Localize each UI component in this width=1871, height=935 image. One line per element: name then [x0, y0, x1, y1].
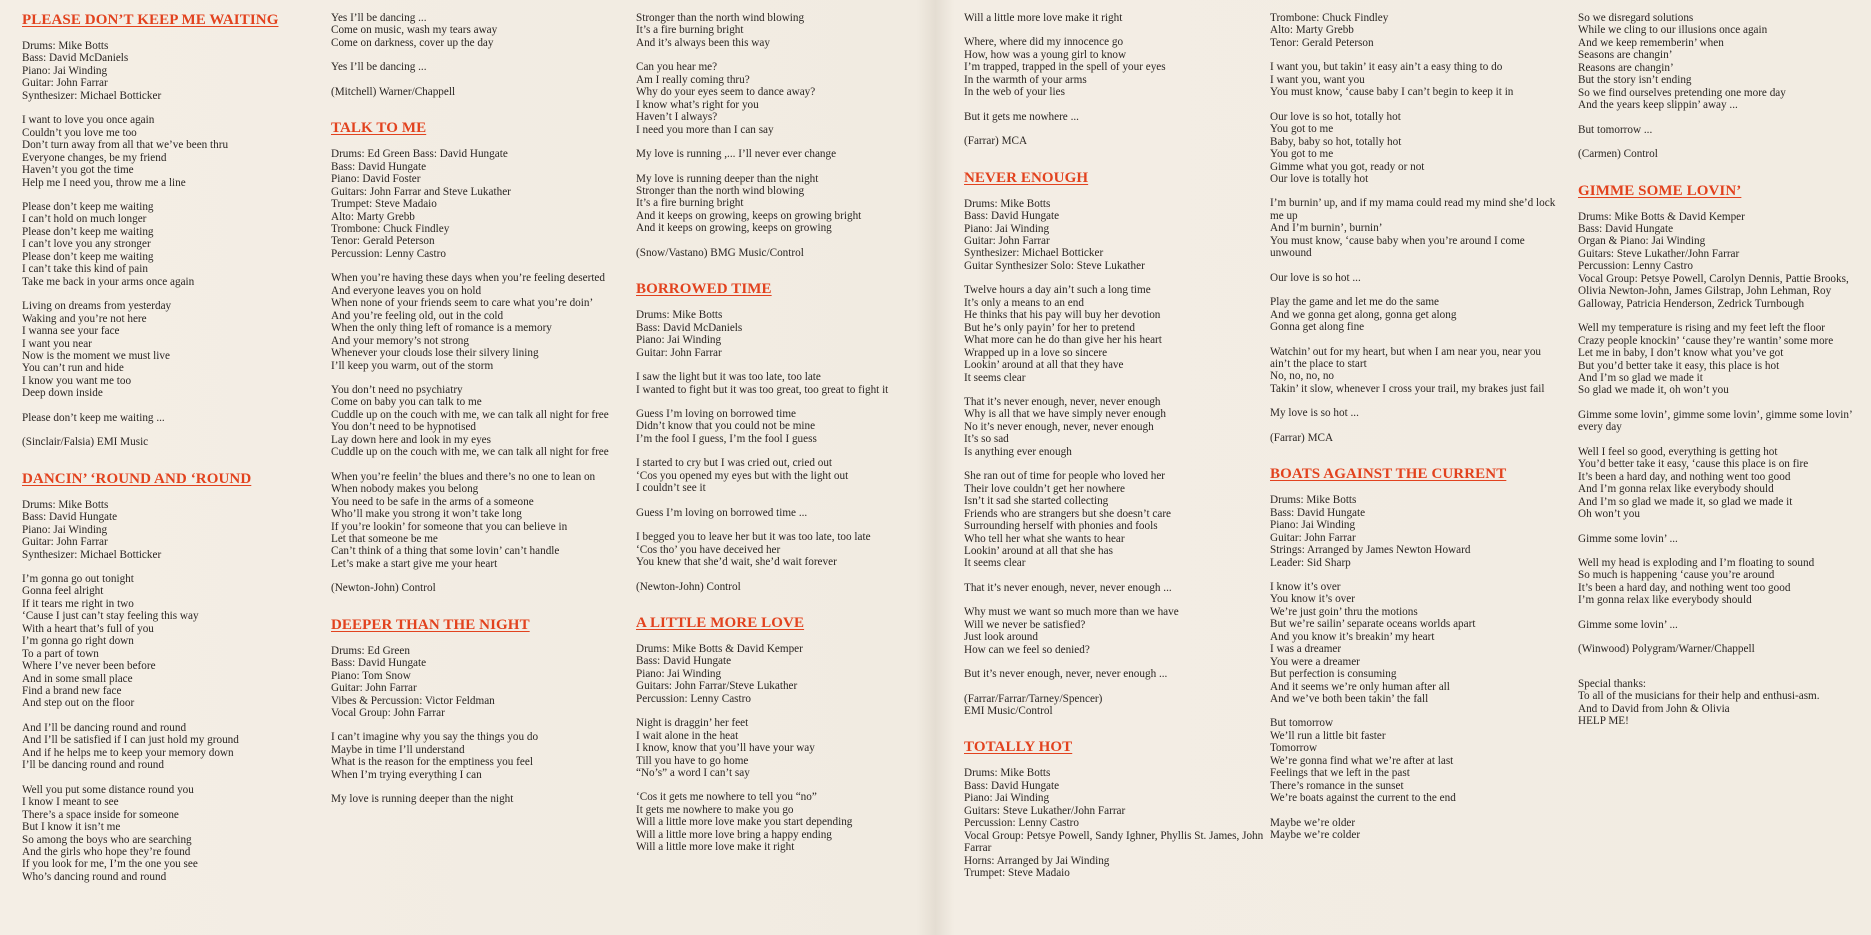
- text-block: Drums: Mike Botts Bass: David McDaniels Piano: Jai Winding Guitar: John Farrar Synthesizer: Michael Botticker: [22, 40, 162, 102]
- publisher-credit: (Snow/Vastano) BMG Music/Control: [636, 246, 804, 259]
- text-block: Gimme some lovin’ ...: [1578, 532, 1678, 545]
- text-block: Drums: Mike Botts Bass: David McDaniels Piano: Jai Winding Guitar: John Farrar: [636, 309, 743, 359]
- publisher-credit: (Mitchell) Warner/Chappell: [331, 85, 456, 98]
- publisher-credit: (Farrar) MCA: [964, 135, 1028, 148]
- text-block: And I’ll be dancing round and round And I’ll be satisfied if I can just hold my ground And if he helps me to keep your memory down I’ll be dancing round and round: [22, 721, 239, 772]
- column-2: [331, 12, 631, 818]
- text-block: But it’s never enough, never, never enough ...: [964, 668, 1168, 681]
- text-block: Drums: Mike Botts & David Kemper Bass: David Hungate Organ & Piano: Jai Winding Guitars: Steve Lukather/John Farrar Percussion: Lenny Castro Vocal Group: Petsye Powell, Carolyn Dennis, Pattie Brooks, Olivia Newton-John, James Gilstrap, John Lehman, Roy Galloway, Patricia Henderson, Zedrick Turnbough: [1578, 210, 1849, 310]
- text-block: Night is draggin’ her feet I wait alone in the heat I know, know that you’ll have your way Till you have to go home “No’s” a word I can’t say: [636, 717, 815, 780]
- publisher-credit: (Carmen) Control: [1578, 148, 1658, 161]
- text-block: My love is running deeper than the night: [331, 793, 514, 806]
- text-block: Why must we want so much more than we have Will we never be satisfied? Just look around How can we feel so denied?: [964, 606, 1179, 656]
- song-title: DEEPER THAN THE NIGHT: [331, 616, 530, 633]
- text-block: I’m gonna go out tonight Gonna feel alright If it tears me right in two ‘Cause I just can’t stay feeling this way With a heart that’s full of you I’m gonna go right down To a part of town Where I’ve never been before And in some small place Find a brand new face And step out on the floor: [22, 572, 199, 710]
- text-block: Please don’t keep me waiting I can’t hold on much longer Please don’t keep me waiting I can’t love you any stronger Please don’t keep me waiting I can’t take this kind of pain Take me back in your arms once again: [22, 200, 195, 288]
- text-block: I’m burnin’ up, and if my mama could read my mind she’d lock me up And I’m burnin’, burnin’ You must know, ‘cause baby when you’re around I come unwound: [1270, 197, 1556, 260]
- text-block: I started to cry but I was cried out, cried out ‘Cos you opened my eyes but with the light out I couldn’t see it: [636, 457, 849, 495]
- column-5: [1270, 12, 1560, 854]
- text-block: Drums: Mike Botts & David Kemper Bass: David Hungate Piano: Jai Winding Guitars: John Farrar/Steve Lukather Percussion: Lenny Castro: [636, 642, 803, 705]
- song-title: BOATS AGAINST THE CURRENT: [1270, 466, 1507, 483]
- text-block: I can’t imagine why you say the things you do Maybe in time I’ll understand What is the reason for the emptiness you feel When I’m trying everything I can: [331, 731, 539, 781]
- text-block: Our love is so hot, totally hot You got to me Baby, baby so hot, totally hot You got to me Gimme what you got, ready or not Our love is totally hot: [1270, 110, 1425, 185]
- publisher-credit: (Sinclair/Falsia) EMI Music: [22, 436, 149, 449]
- text-block: I want you, but takin’ it easy ain’t a easy thing to do I want you, want you You must know, ‘cause baby I can’t begin to keep it in: [1270, 61, 1514, 99]
- text-block: Yes I’ll be dancing ...: [331, 61, 427, 74]
- text-block: Yes I’ll be dancing ... Come on music, wash my tears away Come on darkness, cover up the day: [331, 12, 498, 49]
- text-block: Play the game and let me do the same And we gonna get along, gonna get along Gonna get along fine: [1270, 296, 1457, 334]
- text-block: Guess I’m loving on borrowed time Didn’t know that you could not be mine I’m the fool I guess, I’m the fool I guess: [636, 407, 817, 445]
- column-6: [1578, 12, 1864, 739]
- text-block: But it gets me nowhere ...: [964, 110, 1079, 123]
- text-block: My love is running ,... I’ll never ever change: [636, 148, 837, 161]
- text-block: I know it’s over You know it’s over We’re just goin’ thru the motions But we’re sailin’ separate oceans worlds apart And you know it’s breakin’ my heart I was a dreamer You were a dreamer But perfection is consuming And it seems we’re only human after all And we’ve both been takin’ the fall: [1270, 580, 1476, 706]
- text-block: Drums: Ed Green Bass: David Hungate Piano: Tom Snow Guitar: John Farrar Vibes & Percussion: Victor Feldman Vocal Group: John Farrar: [331, 644, 495, 720]
- text-block: Maybe we’re older Maybe we’re colder: [1270, 816, 1361, 842]
- song-title: DANCIN’ ‘ROUND AND ‘ROUND: [22, 470, 252, 487]
- text-block: Our love is so hot ...: [1270, 271, 1361, 284]
- text-block: That it’s never enough, never, never enough Why is all that we have simply never enough No it’s never enough, never, never enough It’s so sad Is anything ever enough: [964, 395, 1166, 458]
- text-block: Drums: Mike Botts Bass: David Hungate Piano: Jai Winding Guitar: John Farrar Synthesizer: Michael Botticker: [22, 498, 162, 561]
- text-block: But tomorrow We’ll run a little bit faster Tomorrow We’re gonna find what we’re after at last Feelings that we left in the past There’s romance in the sunset We’re boats against the current to the end: [1270, 717, 1456, 805]
- text-block: Special thanks: To all of the musicians for their help and enthusi-asm. And to David from John & Olivia HELP ME!: [1578, 677, 1820, 728]
- text-block: That it’s never enough, never, never enough ...: [964, 581, 1172, 594]
- text-block: My love is so hot ...: [1270, 407, 1359, 420]
- text-block: Well I feel so good, everything is getting hot You’d better take it easy, ‘cause this place is on fire It’s been a hard day, and nothing went too good And I’m gonna relax like everybody should And I’m so glad we made it, so glad we made it Oh won’t you: [1578, 445, 1809, 521]
- song-title: GIMME SOME LOVIN’: [1578, 182, 1742, 199]
- text-block: Drums: Ed Green Bass: David Hungate Bass: David Hungate Piano: David Foster Guitars: John Farrar and Steve Lukather Trumpet: Steve Madaio Alto: Marty Grebb Trombone: Chuck Findley Tenor: Gerald Peterson Percussion: Lenny Castro: [331, 148, 511, 260]
- publisher-credit: (Farrar/Farrar/Tarney/Spencer) EMI Music/Control: [964, 692, 1103, 718]
- text-block: Watchin’ out for my heart, but when I am near you, near you ain’t the place to start No, no, no, no Takin’ it slow, whenever I cross your trail, my brakes just fail: [1270, 345, 1545, 395]
- text-block: Twelve hours a day ain’t such a long time It’s only a means to an end He thinks that his pay will buy her devotion But he’s only payin’ for her to pretend What more can he do than give her his heart Wrapped up in a love so sincere Lookin’ around at all that they have It seems clear: [964, 284, 1162, 384]
- text-block: I want to love you once again Couldn’t you love me too Don’t turn away from all that we’ve been thru Everyone changes, be my friend Haven’t you got the time Help me I need you, throw me a line: [22, 114, 229, 189]
- column-3: [636, 12, 936, 866]
- text-block: Well my head is exploding and I’m floating to sound So much is happening ‘cause you’re around It’s been a hard day, and nothing went too good I’m gonna relax like everybody should: [1578, 556, 1815, 607]
- text-block: Drums: Mike Botts Bass: David Hungate Piano: Jai Winding Guitars: Steve Lukather/John Farrar Percussion: Lenny Castro Vocal Group: Petsye Powell, Sandy Ighner, Phyllis St. James, John Farrar Horns: Arranged by Jai Winding Trumpet: Steve Madaio: [964, 767, 1264, 880]
- song-title: BORROWED TIME: [636, 281, 772, 298]
- text-block: But tomorrow ...: [1578, 123, 1653, 136]
- text-block: She ran out of time for people who loved her Their love couldn’t get her nowhere Isn’t it sad she started collecting Friends who are strangers but she doesn’t care Surrounding herself with phonies and fools Who tell her what she wants to hear Lookin’ around at all that she has It seems clear: [964, 470, 1172, 570]
- text-block: Living on dreams from yesterday Waking and you’re not here I wanna see your face I want you near Now is the moment we must live You can’t run and hide I know you want me too Deep down inside: [22, 300, 172, 400]
- text-block: Trombone: Chuck Findley Alto: Marty Grebb Tenor: Gerald Peterson: [1270, 12, 1389, 49]
- column-4: [964, 12, 1264, 892]
- text-block: Will a little more love make it right: [964, 12, 1123, 24]
- text-block: Well you put some distance round you I know I meant to see There’s a space inside for someone But I know it isn’t me So among the boys who are searching And the girls who hope they’re found If you look for me, I’m the one you see Who’s dancing round and round: [22, 783, 198, 883]
- text-block: Gimme some lovin’ ...: [1578, 618, 1678, 631]
- text-block: Can you hear me? Am I really coming thru? Why do your eyes seem to dance away? I know what’s right for you Haven’t I always? I need you more than I can say: [636, 61, 816, 136]
- text-block: When you’re feelin’ the blues and there’s no one to lean on When nobody makes you belong You need to be safe in the arms of a someone Who’ll make you strong it won’t take long If you’re lookin’ for someone that you can believe in Let that someone be me Can’t think of a thing that some lovin’ can’t handle Let’s make a start give me your heart: [331, 470, 596, 570]
- text-block: Please don’t keep me waiting ...: [22, 411, 165, 424]
- text-block: ‘Cos it gets me nowhere to tell you “no” It gets me nowhere to make you go Will a little more love make you start depending Will a little more love bring a happy ending Will a little more love make it right: [636, 791, 853, 854]
- song-title: TALK TO ME: [331, 120, 427, 137]
- song-title: NEVER ENOUGH: [964, 169, 1089, 186]
- text-block: You don’t need no psychiatry Come on baby you can talk to me Cuddle up on the couch with me, we can talk all night for free You don’t need to be hypnotised Lay down here and look in my eyes Cuddle up on the couch with me, we can talk all night for free: [331, 383, 609, 459]
- text-block: I saw the light but it was too late, too late I wanted to fight but it was too great, too great to fight it: [636, 371, 889, 396]
- text-block: So we disregard solutions While we cling to our illusions once again And we keep rememberin’ when Seasons are changin’ Reasons are changin’ But the story isn’t ending So we find ourselves pretending one more day And the years keep slippin’ away ...: [1578, 12, 1786, 112]
- text-block: Stronger than the north wind blowing It’s a fire burning bright And it’s always been this way: [636, 12, 805, 49]
- text-block: Drums: Mike Botts Bass: David Hungate Piano: Jai Winding Guitar: John Farrar Strings: Arranged by James Newton Howard Leader: Sid Sharp: [1270, 494, 1471, 569]
- text-block: Guess I’m loving on borrowed time ...: [636, 506, 808, 519]
- publisher-credit: (Newton-John) Control: [636, 580, 741, 593]
- text-block: Well my temperature is rising and my feet left the floor Crazy people knockin’ ‘cause they’re wantin’ some more Let me in baby, I don’t know what you’ve got But you’d better take it easy, this place is hot And I’m so glad we made it So glad we made it, oh won’t you: [1578, 322, 1834, 397]
- publisher-credit: (Farrar) MCA: [1270, 431, 1334, 444]
- text-block: Gimme some lovin’, gimme some lovin’, gimme some lovin’ every day: [1578, 408, 1852, 434]
- song-title: PLEASE DON’T KEEP ME WAITING: [22, 12, 279, 28]
- song-title: TOTALLY HOT: [964, 739, 1073, 756]
- song-title: A LITTLE MORE LOVE: [636, 614, 805, 631]
- text-block: My love is running deeper than the night Stronger than the north wind blowing It’s a fire burning bright And it keeps on growing, keeps on growing bright And it keeps on growing, keeps on growing: [636, 172, 862, 235]
- text-block: I begged you to leave her but it was too late, too late ‘Cos tho’ you have deceived her You knew that she’d wait, she’d wait forever: [636, 531, 871, 569]
- text-block: When you’re having these days when you’re feeling deserted And everyone leaves you on hold When none of your friends seem to care what you’re doin’ And you’re feeling old, out in the cold When the only thing left of romance is a memory And your memory’s not strong Whenever your clouds lose their silvery lining I’ll keep you warm, out of the storm: [331, 272, 605, 372]
- publisher-credit: (Newton-John) Control: [331, 582, 436, 595]
- column-1: [22, 12, 312, 895]
- text-block: Where, where did my innocence go How, how was a young girl to know I’m trapped, trapped in the spell of your eyes In the warmth of your arms In the web of your lies: [964, 36, 1166, 99]
- publisher-credit: (Winwood) Polygram/Warner/Chappell: [1578, 643, 1755, 656]
- text-block: Drums: Mike Botts Bass: David Hungate Piano: Jai Winding Guitar: John Farrar Synthesizer: Michael Botticker Guitar Synthesizer Solo: Steve Lukather: [964, 197, 1145, 272]
